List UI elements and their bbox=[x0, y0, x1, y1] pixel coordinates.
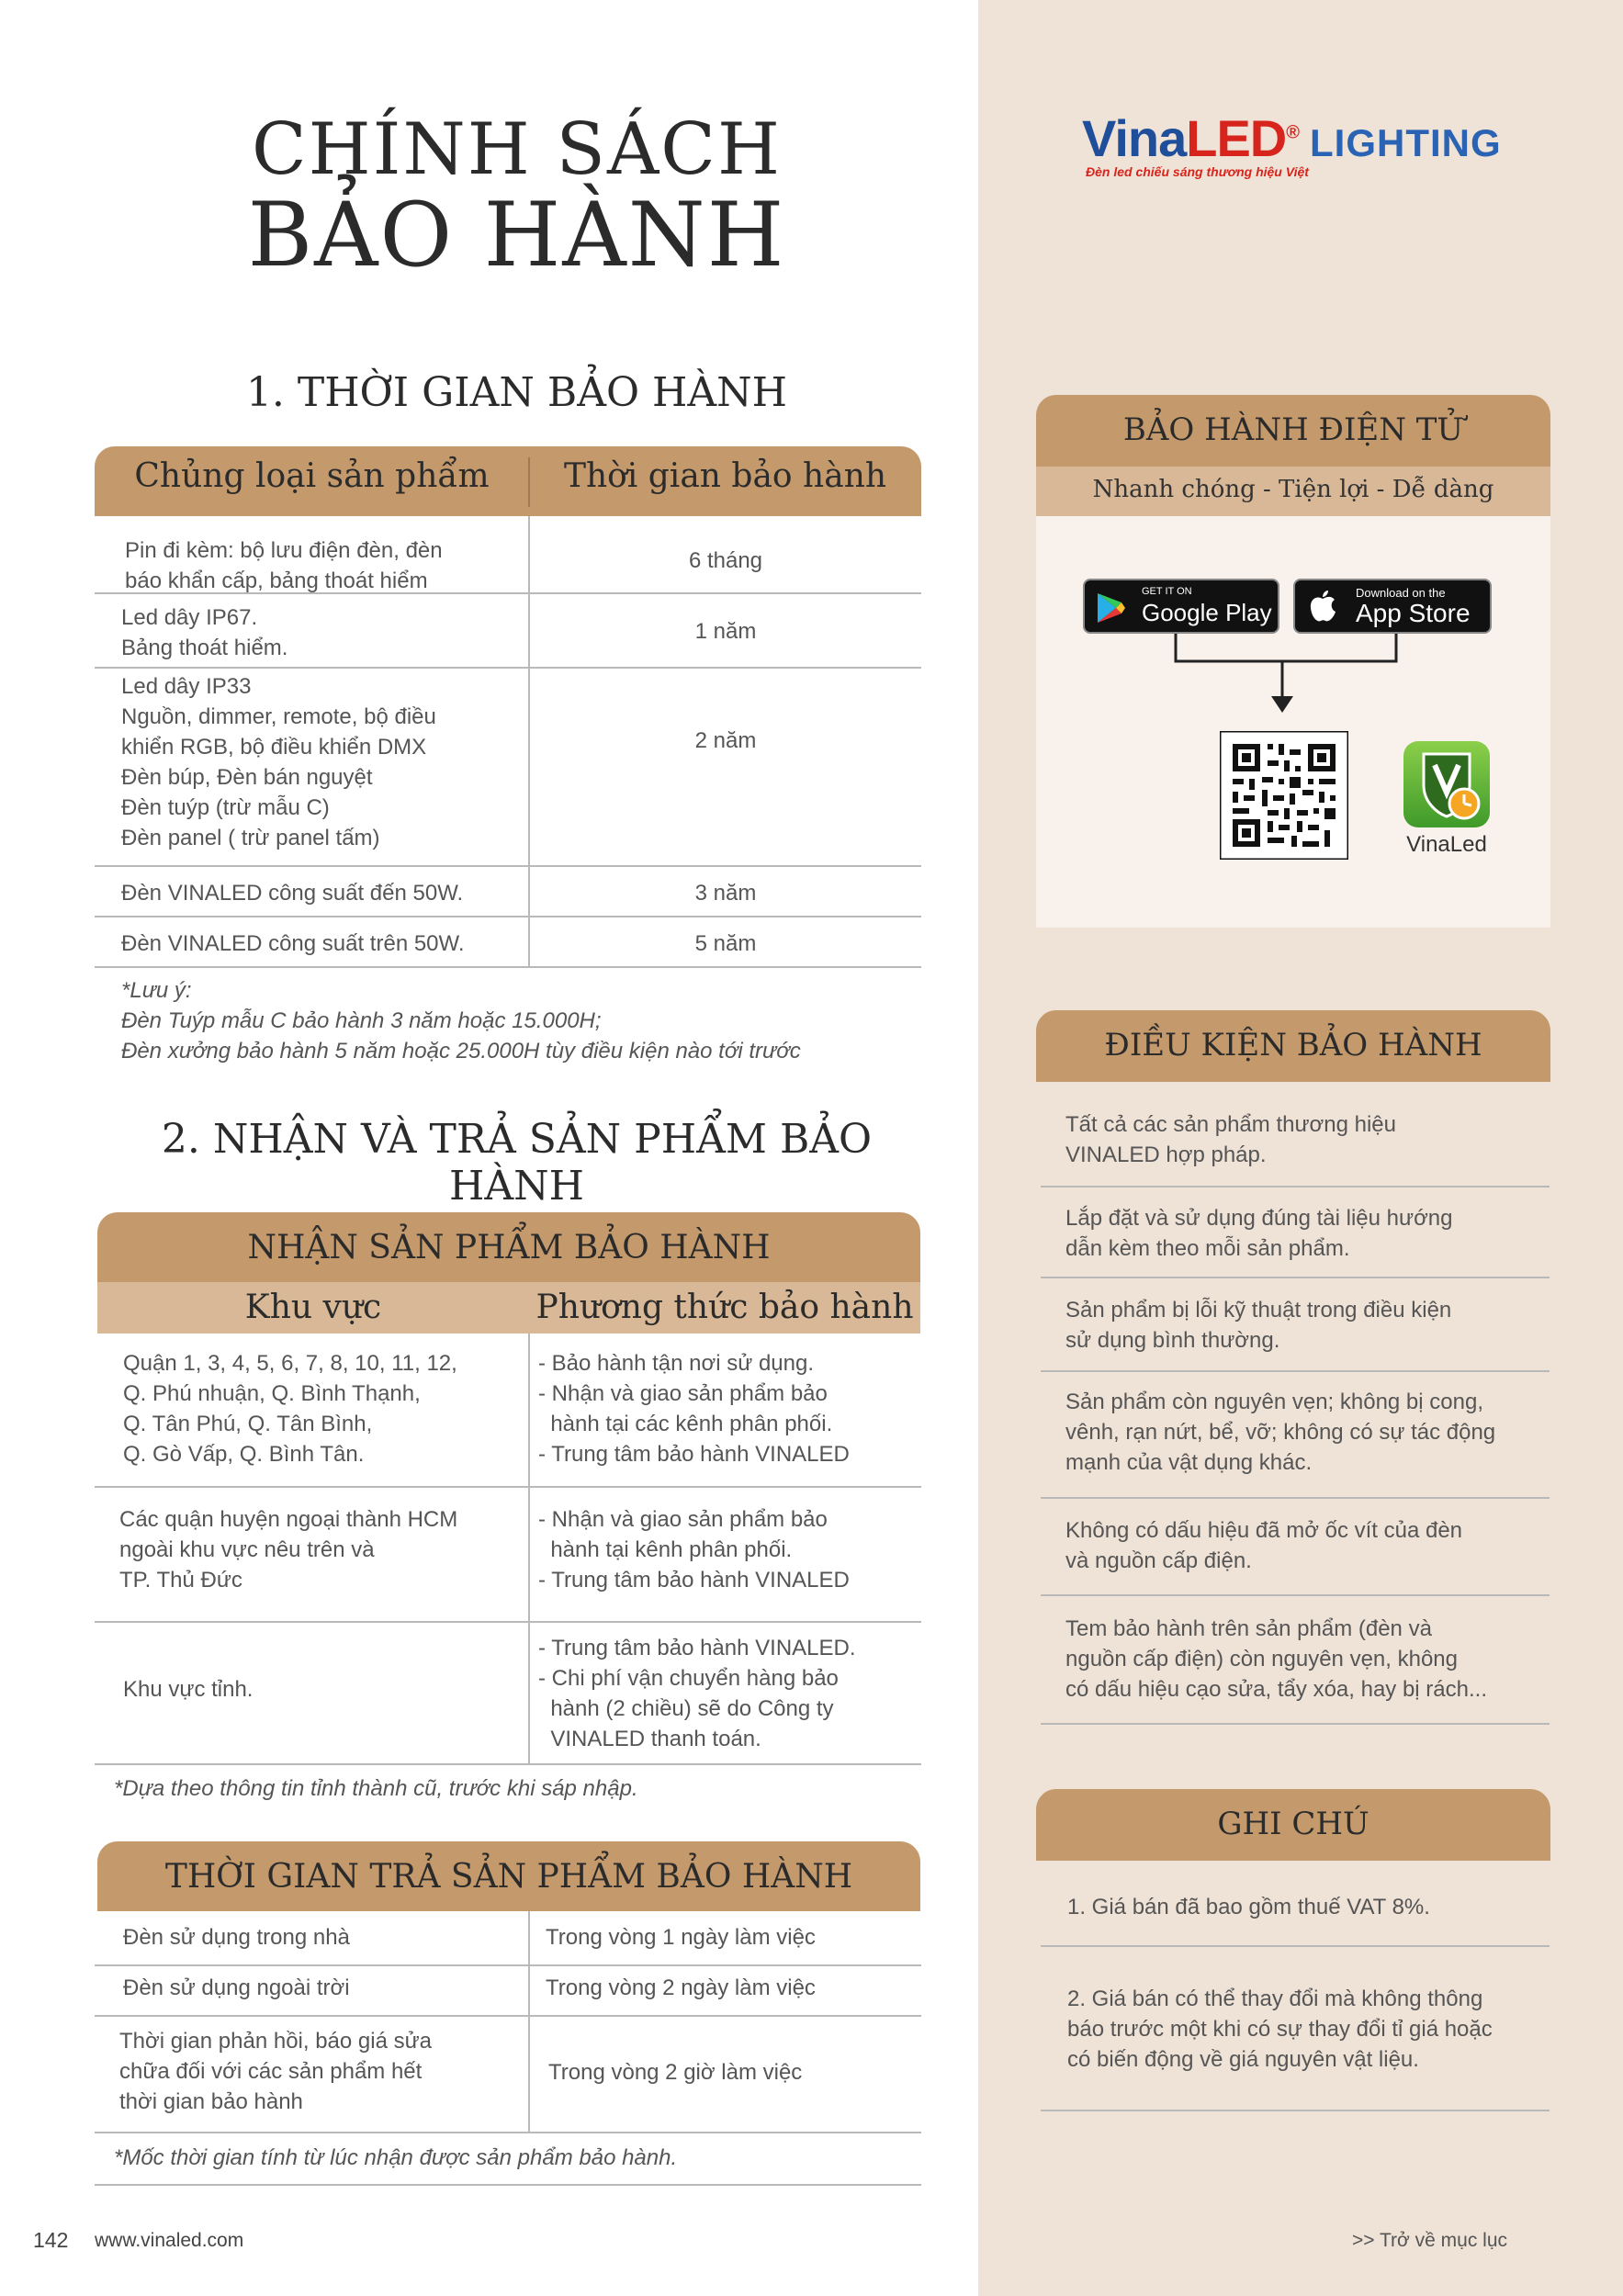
header-area: Khu vực bbox=[244, 1289, 382, 1326]
table-row-method: - Nhận và giao sản phẩm bảo hành tại kênh phân phối. - Trung tâm bảo hành VINALED bbox=[538, 1507, 850, 1593]
condition-item: Sản phẩm bị lỗi kỹ thuật trong điều kiện sử dụng bình thường. bbox=[1065, 1298, 1452, 1353]
condition-item: Sản phẩm còn nguyên vẹn; không bị cong, vênh, rạn nứt, bể, vỡ; không có sự tác động mạnh của vật dụng khác. bbox=[1065, 1390, 1496, 1475]
google-play-icon bbox=[1096, 591, 1125, 625]
logo-brand-led: LED bbox=[1186, 109, 1287, 167]
section1-heading: 1. THỜI GIAN BẢO HÀNH bbox=[245, 369, 788, 416]
vinaled-app-icon[interactable] bbox=[1403, 741, 1490, 827]
page-title-line2: BẢO HÀNH bbox=[247, 184, 786, 287]
header-method: Phương thức bảo hành bbox=[535, 1289, 914, 1326]
table-row-product: Đèn VINALED công suất trên 50W. bbox=[121, 931, 465, 956]
app-name: VinaLed bbox=[1406, 832, 1487, 857]
table-row-period: 1 năm bbox=[694, 619, 757, 644]
table-row-product: Đèn VINALED công suất đến 50W. bbox=[121, 881, 464, 906]
app-store-big: App Store bbox=[1356, 599, 1471, 627]
table-row-item: Đèn sử dụng ngoài trời bbox=[123, 1975, 350, 2000]
apple-icon bbox=[1308, 590, 1337, 625]
notes-title: GHI CHÚ bbox=[1036, 1789, 1550, 1861]
google-play-small: GET IT ON bbox=[1142, 586, 1192, 597]
table-row-method: - Trung tâm bảo hành VINALED. - Chi phí vận chuyển hàng bảo hành (2 chiều) sẽ do Công ty VINALED thanh toán. bbox=[538, 1636, 856, 1751]
logo-brand-vina: Vina bbox=[1082, 109, 1187, 167]
table-row-period: 2 năm bbox=[694, 728, 757, 753]
page-title-line1: CHÍNH SÁCH bbox=[251, 108, 783, 191]
table-row-area: Các quận huyện ngoại thành HCM ngoài khu vực nêu trên và TP. Thủ Đức bbox=[119, 1507, 458, 1593]
section1-note: *Lưu ý: Đèn Tuýp mẫu C bảo hành 3 năm hoặc 15.000H; Đèn xưởng bảo hành 5 năm hoặc 25.000H tùy điều kiện nào tới trước bbox=[121, 978, 801, 1064]
table-row-method: - Bảo hành tận nơi sử dụng. - Nhận và giao sản phẩm bảo hành tại các kênh phân phối. - Trung tâm bảo hành VINALED bbox=[538, 1351, 850, 1467]
table-row-product: Pin đi kèm: bộ lưu điện đèn, đèn báo khẩn cấp, bảng thoát hiểm bbox=[125, 538, 443, 593]
ewarranty-subtitle: Nhanh chóng - Tiện lợi - Dễ dàng bbox=[1036, 467, 1550, 516]
receive-note: *Dựa theo thông tin tỉnh thành cũ, trước khi sáp nhập. bbox=[114, 1776, 638, 1801]
condition-item: Tem bảo hành trên sản phẩm (đèn và nguồn cấp điện) còn nguyên vẹn, không có dấu hiệu cạo sửa, tẩy xóa, hay bị rách... bbox=[1065, 1616, 1487, 1702]
condition-item: Lắp đặt và sử dụng đúng tài liệu hướng dẫn kèm theo mỗi sản phẩm. bbox=[1065, 1206, 1453, 1261]
logo-registered: ® bbox=[1286, 122, 1299, 143]
condition-item: Không có dấu hiệu đã mở ốc vít của đèn và nguồn cấp điện. bbox=[1065, 1518, 1463, 1573]
table-row-period: 3 năm bbox=[694, 881, 757, 906]
section2-heading: 2. NHẬN VÀ TRẢ SẢN PHẨM BẢO HÀNH bbox=[161, 1116, 873, 1210]
app-store-button[interactable] bbox=[1293, 579, 1492, 634]
table-row-area: Khu vực tỉnh. bbox=[123, 1677, 254, 1702]
conditions-title: ĐIỀU KIỆN BẢO HÀNH bbox=[1036, 1010, 1550, 1082]
table-row-area: Quận 1, 3, 4, 5, 6, 7, 8, 10, 11, 12, Q. Phú nhuận, Q. Bình Thạnh, Q. Tân Phú, Q. Tân Bình, Q. Gò Vấp, Q. Bình Tân. bbox=[123, 1351, 457, 1467]
google-play-button[interactable] bbox=[1083, 579, 1279, 634]
table-row-time: Trong vòng 1 ngày làm việc bbox=[546, 1925, 816, 1950]
table-row-item: Đèn sử dụng trong nhà bbox=[123, 1925, 350, 1950]
note-item: 1. Giá bán đã bao gồm thuế VAT 8%. bbox=[1067, 1895, 1430, 1919]
header-warranty-period: Thời gian bảo hành bbox=[563, 457, 887, 495]
table-row-period: 6 tháng bbox=[688, 548, 763, 573]
table-row-time: Trong vòng 2 giờ làm việc bbox=[548, 2060, 803, 2085]
shield-clock-icon bbox=[1403, 741, 1490, 827]
page-number: 142 bbox=[33, 2228, 69, 2252]
table-row-product: Led dây IP33 Nguồn, dimmer, remote, bộ điều khiển RGB, bộ điều khiển DMX Đèn búp, Đèn bán nguyệt Đèn tuýp (trừ mẫu C) Đèn panel ( trừ panel tấm) bbox=[121, 674, 436, 850]
return-table-title: THỜI GIAN TRẢ SẢN PHẨM BẢO HÀNH bbox=[97, 1841, 920, 1911]
receive-table-title: NHẬN SẢN PHẨM BẢO HÀNH bbox=[97, 1212, 920, 1282]
table-row-item: Thời gian phản hồi, báo giá sửa chữa đối với các sản phẩm hết thời gian bảo hành bbox=[119, 2029, 433, 2114]
table-row-period: 5 năm bbox=[694, 931, 757, 956]
connector-arrow-icon bbox=[1167, 634, 1405, 726]
app-store-small: Download on the bbox=[1356, 586, 1446, 600]
vinaled-logo bbox=[1082, 108, 1502, 179]
qr-code-icon[interactable] bbox=[1220, 731, 1348, 860]
back-to-toc-link[interactable]: >> Trở về mục lục bbox=[1352, 2230, 1507, 2251]
ewarranty-title: BẢO HÀNH ĐIỆN TỬ bbox=[1036, 395, 1550, 467]
table-row-product: Led dây IP67. Bảng thoát hiểm. bbox=[121, 605, 288, 660]
note-item: 2. Giá bán có thể thay đổi mà không thông báo trước một khi có sự thay đổi tỉ giá hoặc có biến động về giá nguyên vật liệu. bbox=[1067, 1986, 1493, 2072]
table-row-time: Trong vòng 2 ngày làm việc bbox=[546, 1975, 816, 2000]
website-link[interactable]: www.vinaled.com bbox=[95, 2230, 244, 2251]
google-play-big: Google Play bbox=[1142, 599, 1272, 626]
logo-lighting: LIGHTING bbox=[1310, 121, 1502, 164]
logo-tagline: Đèn led chiếu sáng thương hiệu Việt bbox=[1086, 164, 1309, 179]
condition-item: Tất cả các sản phẩm thương hiệu VINALED hợp pháp. bbox=[1065, 1112, 1396, 1167]
return-note: *Mốc thời gian tính từ lúc nhận được sản phẩm bảo hành. bbox=[114, 2145, 678, 2170]
header-product-type: Chủng loại sản phẩm bbox=[134, 457, 490, 495]
